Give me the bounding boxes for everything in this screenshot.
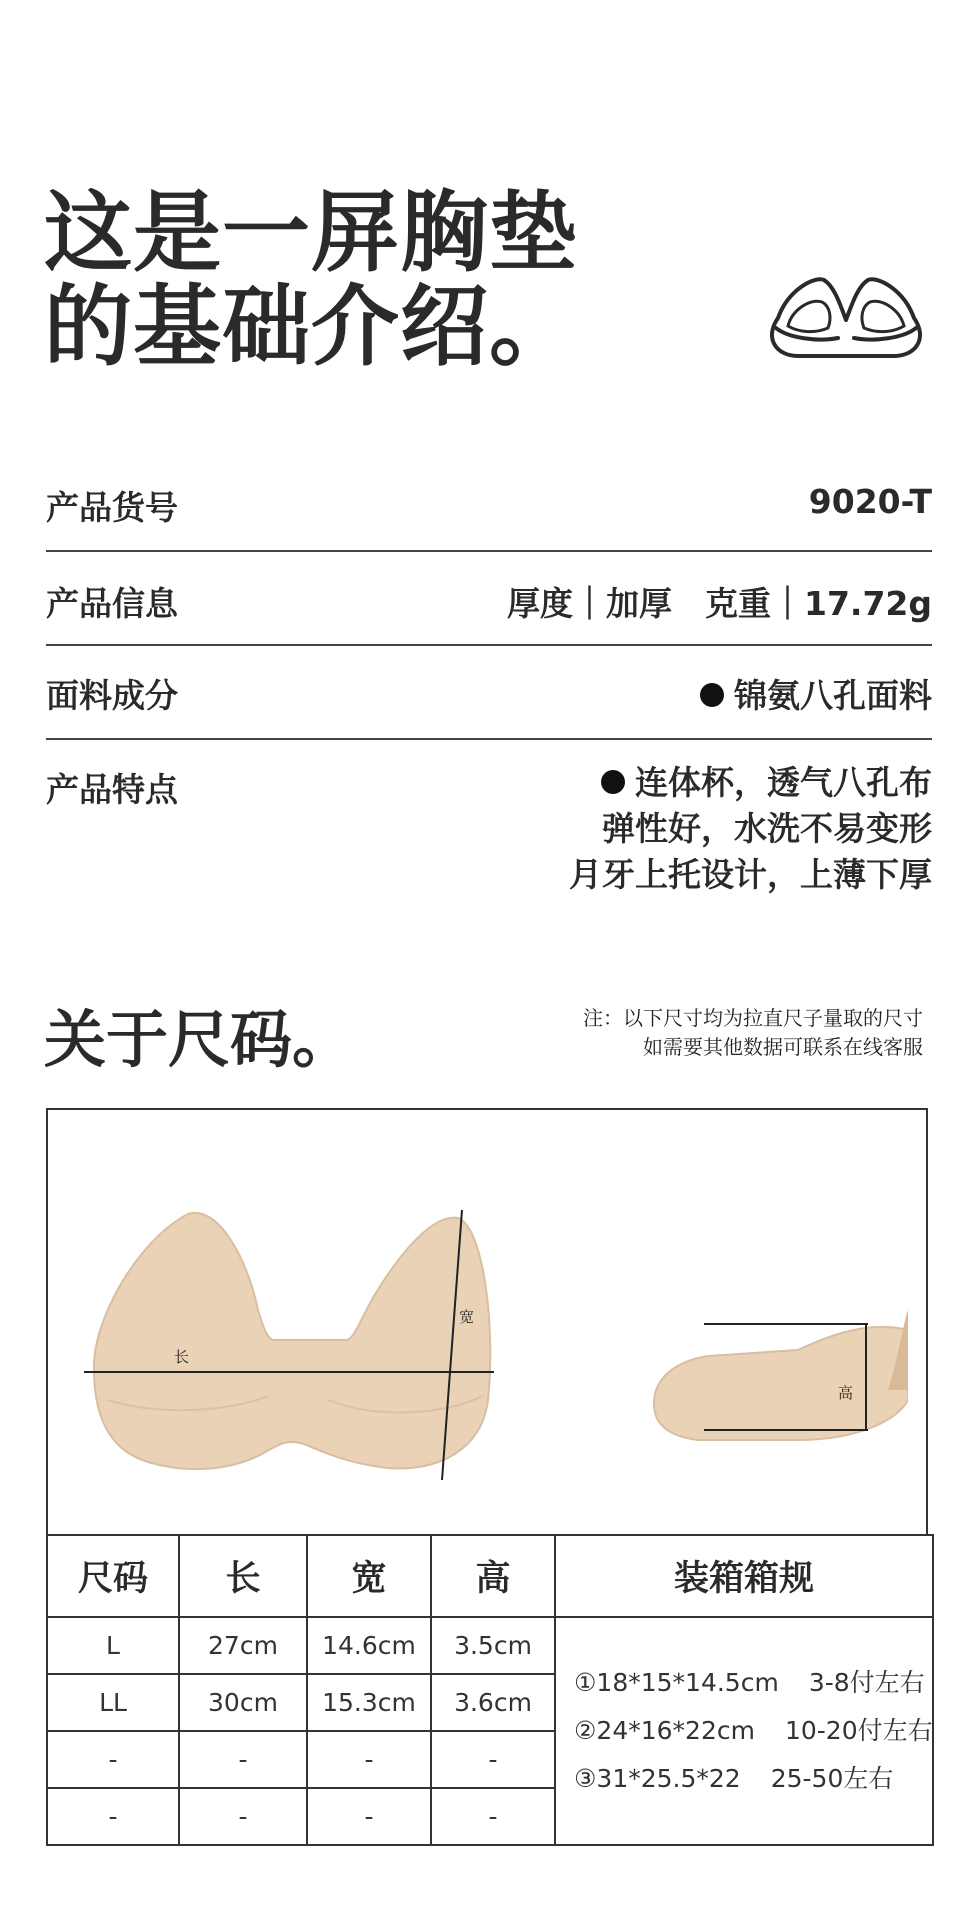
size-table [46, 1534, 934, 1846]
sku-row [46, 470, 932, 552]
bullet-icon [700, 683, 724, 707]
feature-line: 月牙上托设计，上薄下厚 [569, 855, 932, 894]
cell-height: - [431, 1788, 555, 1845]
cell-width: - [307, 1788, 431, 1845]
pad-front-illustration [78, 1200, 548, 1500]
details-row [46, 552, 932, 646]
bra-icon [758, 268, 934, 368]
header-size: 尺码 [47, 1535, 179, 1617]
hero-title-line1: 这是一屏胸垫 [44, 181, 579, 284]
cell-size: LL [47, 1674, 179, 1731]
features-list [569, 760, 932, 898]
size-section-title: 关于尺码。 [44, 1003, 355, 1076]
cell-size: L [47, 1617, 179, 1674]
size-note-line2: 如需要其他数据可联系在线客服 [643, 1035, 923, 1059]
packing-cell [555, 1617, 933, 1845]
header-height: 高 [431, 1535, 555, 1617]
header-width: 宽 [307, 1535, 431, 1617]
cell-length: 27cm [179, 1617, 307, 1674]
hero-title-line2: 的基础介绍。 [44, 275, 579, 378]
cell-size: - [47, 1731, 179, 1788]
cell-length: 30cm [179, 1674, 307, 1731]
packing-line: ②24*16*22cm 10-20付左右 [574, 1716, 933, 1745]
header-length: 长 [179, 1535, 307, 1617]
hero-title [44, 181, 579, 378]
sku-label: 产品货号 [46, 488, 178, 527]
material-row [46, 646, 932, 740]
cell-size: - [47, 1788, 179, 1845]
cell-width: 14.6cm [307, 1617, 431, 1674]
size-note [583, 1004, 923, 1062]
cell-width: 15.3cm [307, 1674, 431, 1731]
packing-line: ①18*15*14.5cm 3-8付左右 [574, 1668, 925, 1697]
cell-height: 3.6cm [431, 1674, 555, 1731]
feature-line: 连体杯，透气八孔布 [569, 760, 932, 806]
size-note-line1: 注：以下尺寸均为拉直尺子量取的尺寸 [583, 1006, 923, 1030]
cell-height: - [431, 1731, 555, 1788]
material-label: 面料成分 [46, 676, 178, 715]
sku-value: 9020-T [808, 482, 932, 521]
header-packing: 装箱箱规 [555, 1535, 933, 1617]
cell-height: 3.5cm [431, 1617, 555, 1674]
width-label: 宽 [459, 1308, 475, 1326]
feature-line: 弹性好，水洗不易变形 [602, 809, 932, 848]
details-value: 厚度｜加厚 克重｜17.72g [506, 584, 932, 623]
table-header-row [47, 1535, 933, 1617]
cell-length: - [179, 1788, 307, 1845]
length-label: 长 [174, 1348, 190, 1366]
material-value: 锦氨八孔面料 [734, 676, 932, 715]
material-value-wrap [700, 670, 932, 717]
features-row [46, 740, 932, 910]
pad-side-illustration [608, 1280, 908, 1460]
features-label: 产品特点 [46, 770, 178, 809]
cell-length: - [179, 1731, 307, 1788]
details-label: 产品信息 [46, 584, 178, 623]
table-row [47, 1617, 933, 1674]
packing-line: ③31*25.5*22 25-50左右 [574, 1764, 894, 1793]
size-diagram [46, 1108, 928, 1534]
bullet-icon [601, 770, 625, 794]
height-label: 高 [838, 1384, 854, 1402]
cell-width: - [307, 1731, 431, 1788]
